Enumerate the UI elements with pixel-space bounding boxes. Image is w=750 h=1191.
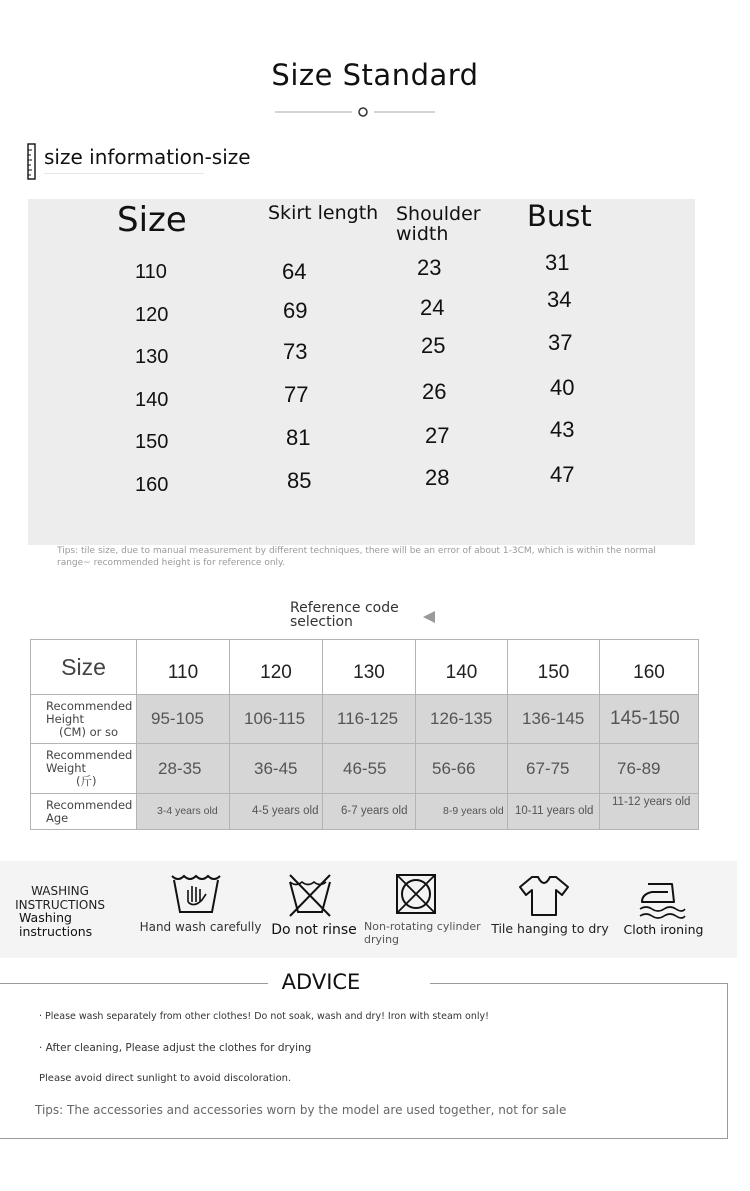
reference-size-header: 130 (323, 640, 416, 695)
label-line: Weight (46, 761, 87, 775)
age-value: 6-7 years old (323, 794, 416, 830)
bust-cell: 31 (545, 250, 570, 275)
recommended-weight-row (31, 744, 699, 794)
header-shoulder-width: Shoulder width (396, 203, 481, 245)
wash-text: Tile hanging to dry (491, 921, 609, 936)
skirt-length-cell: 85 (287, 468, 312, 493)
weight-value: 46-55 (323, 744, 416, 794)
bust-cell: 34 (547, 287, 572, 312)
reference-size-header: 140 (416, 640, 508, 695)
height-value: 126-135 (416, 695, 508, 744)
reference-size-header: 150 (508, 640, 600, 695)
measurement-tips: Tips: tile size, due to manual measurement by different techniques, there will be an error of about 1-3CM, which is within the normal range~ recommended height is for reference only. (57, 546, 656, 568)
hand-wash-icon (170, 872, 222, 916)
label-line: Age (46, 810, 69, 825)
wash-text: Non-rotating cylinder drying (364, 920, 481, 946)
size-cell: 150 (135, 431, 169, 453)
advice-item: · After cleaning, Please adjust the clothes for drying (39, 1042, 312, 1054)
skirt-length-cell: 64 (282, 259, 307, 284)
label-line: (CM) or so (59, 724, 119, 739)
page-title: Size Standard (271, 58, 479, 92)
label-line: Recommended (46, 748, 133, 762)
shoulder-width-cell: 28 (425, 465, 450, 490)
shoulder-width-cell: 27 (425, 423, 450, 448)
bust-cell: 43 (550, 417, 575, 442)
label-line: Height (46, 711, 85, 726)
header-bust: Bust (527, 199, 592, 233)
shoulder-width-cell: 25 (421, 333, 446, 358)
reference-size-header: 160 (600, 640, 699, 695)
shoulder-width-cell: 24 (420, 295, 445, 320)
advice-tip: Tips: The accessories and accessories worn by the model are used together, not for sale (35, 1103, 567, 1117)
height-value: 145-150 (600, 695, 699, 744)
washing-instructions-label: WASHING INSTRUCTIONS (15, 884, 105, 912)
size-table-panel (28, 199, 695, 545)
bust-cell: 37 (548, 330, 573, 355)
arrow-left-icon (423, 611, 435, 623)
header-skirt-length: Skirt length (268, 202, 379, 224)
section-heading: size information-size (44, 145, 251, 169)
wash-text: Do not rinse (271, 922, 357, 938)
recommended-age-row (31, 794, 699, 830)
age-value: 4-5 years old (230, 794, 323, 830)
size-cell: 140 (135, 389, 169, 411)
recommended-height-row (31, 695, 699, 744)
weight-value: 56-66 (416, 744, 508, 794)
recommended-weight-label (31, 744, 137, 794)
height-value: 95-105 (137, 695, 230, 744)
shoulder-width-cell: 23 (417, 255, 442, 280)
title-ornament (270, 102, 440, 122)
height-value: 106-115 (230, 695, 323, 744)
weight-value: 28-35 (137, 744, 230, 794)
section-underline (44, 173, 204, 174)
advice-item: · Please wash separately from other clothes! Do not soak, wash and dry! Iron with steam only! (39, 1011, 489, 1022)
recommended-height-label (31, 695, 137, 744)
reference-size-header: 120 (230, 640, 323, 695)
shoulder-width-cell: 26 (422, 379, 447, 404)
age-value: 3-4 years old (137, 794, 230, 830)
reference-title: Reference code selection (290, 600, 399, 630)
wash-text: Hand wash carefully (139, 920, 262, 934)
weight-value: 67-75 (508, 744, 600, 794)
skirt-length-cell: 77 (284, 382, 309, 407)
size-cell: 120 (135, 304, 169, 326)
wash-text: Cloth ironing (623, 922, 704, 937)
label-line: Recommended (46, 698, 133, 713)
age-value: 8-9 years old (416, 794, 508, 830)
skirt-length-cell: 69 (283, 298, 308, 323)
height-value: 136-145 (508, 695, 600, 744)
non-rotating-cylinder-icon (394, 872, 438, 916)
weight-value: 36-45 (230, 744, 323, 794)
ruler-icon (27, 143, 37, 180)
advice-title: ADVICE (281, 970, 361, 994)
reference-header-row (31, 640, 699, 695)
age-value: 11-12 years old (600, 794, 699, 830)
do-not-rinse-icon (286, 872, 334, 918)
reference-size-header: 110 (137, 640, 230, 695)
advice-item: Please avoid direct sunlight to avoid discoloration. (39, 1073, 292, 1084)
reference-table (30, 639, 699, 830)
label-line: Recommended (46, 797, 133, 812)
height-value: 116-125 (323, 695, 416, 744)
skirt-length-cell: 81 (286, 425, 311, 450)
bust-cell: 47 (550, 462, 575, 487)
size-cell: 130 (135, 346, 169, 368)
washing-instructions-sublabel: Washing instructions (19, 910, 93, 939)
skirt-length-cell: 73 (283, 339, 308, 364)
tile-hanging-icon (518, 875, 570, 917)
reference-corner-label: Size (31, 640, 137, 695)
recommended-age-label (31, 794, 137, 830)
header-size: Size (117, 200, 187, 240)
iron-icon (638, 876, 686, 920)
label-line: (斤) (76, 774, 97, 788)
age-value: 10-11 years old (508, 794, 600, 830)
weight-value: 76-89 (600, 744, 699, 794)
size-cell: 110 (135, 261, 167, 283)
size-cell: 160 (135, 474, 169, 496)
bust-cell: 40 (550, 375, 575, 400)
